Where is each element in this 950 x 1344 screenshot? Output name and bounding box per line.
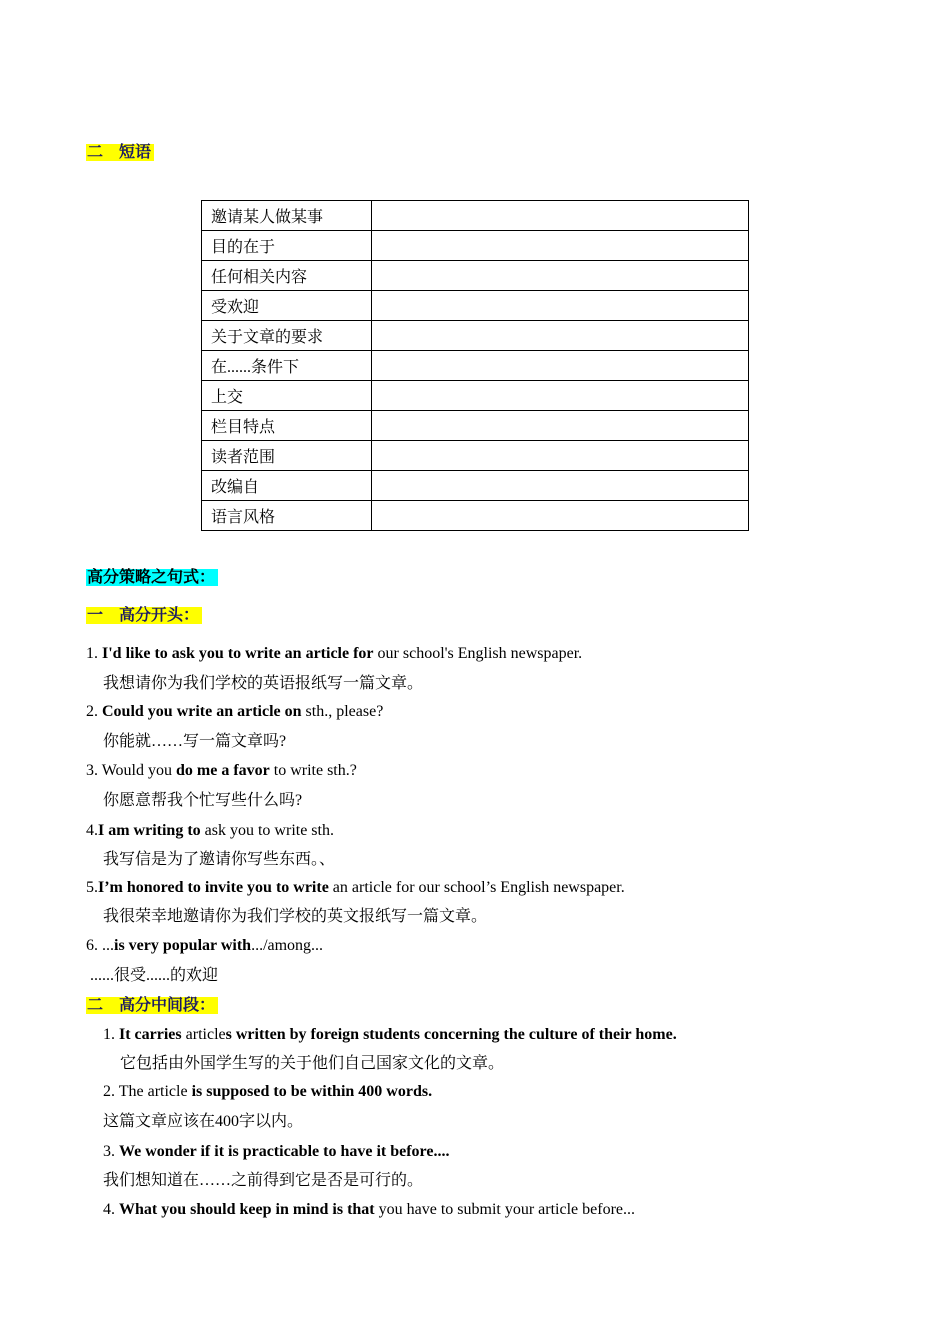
sentence-en	[86, 702, 383, 722]
sentence-en	[86, 878, 625, 898]
middle-title: 二 高分中间段：	[86, 996, 218, 1016]
table-row	[202, 501, 749, 531]
phrase-cell: 受欢迎	[202, 291, 372, 321]
table-row	[202, 351, 749, 381]
sentence-bold1: Could you write an article on	[102, 703, 302, 720]
table-row	[202, 321, 749, 351]
sentence-en	[86, 821, 334, 841]
answer-cell	[371, 501, 748, 531]
answer-cell	[371, 201, 748, 231]
sentence-rest1: Would you	[101, 762, 176, 779]
sentence-rest1: our school's English newspaper.	[373, 645, 583, 662]
answer-cell	[371, 471, 748, 501]
sentence-cn: 我们想知道在……之前得到它是否是可行的。	[103, 1172, 424, 1189]
section-phrases-title: 二 短语	[86, 143, 154, 163]
sentence-bold1: I'd like to ask you to write an article for	[102, 645, 374, 662]
sentence-num: 2.	[86, 703, 102, 720]
phrase-cell: 语言风格	[202, 501, 372, 531]
sentence-cn: ......很受......的欢迎	[90, 967, 219, 984]
strategy-title: 高分策略之句式：	[86, 568, 218, 588]
sentence-rest1: you have to submit your article before...	[374, 1201, 636, 1218]
table-row	[202, 381, 749, 411]
sentence-cn: 这篇文章应该在400字以内。	[103, 1113, 304, 1130]
sentence-num: 2.	[103, 1083, 119, 1100]
table-row	[202, 411, 749, 441]
sentence-cn: 我很荣幸地邀请你为我们学校的英文报纸写一篇文章。	[103, 908, 488, 925]
sentence-en	[86, 644, 582, 664]
phrase-cell: 在......条件下	[202, 351, 372, 381]
phrase-cell: 邀请某人做某事	[202, 201, 372, 231]
phrase-cell: 读者范围	[202, 441, 372, 471]
phrase-cell: 栏目特点	[202, 411, 372, 441]
table-row	[202, 471, 749, 501]
sentence-rest1: ask you to write sth.	[200, 822, 334, 839]
sentence-num: 4.	[86, 822, 98, 839]
sentence-cn: 你愿意帮我个忙写些什么吗?	[103, 792, 303, 809]
sentence-bold1: It carries	[119, 1026, 182, 1043]
sentence-num: 6. ...	[86, 937, 114, 954]
phrase-cell: 目的在于	[202, 231, 372, 261]
answer-cell	[371, 351, 748, 381]
sentence-num: 1.	[103, 1026, 119, 1043]
sentence-num: 1.	[86, 645, 102, 662]
sentence-bold1: is very popular with	[114, 937, 252, 954]
answer-cell	[371, 411, 748, 441]
sentence-rest1: The article	[118, 1083, 192, 1100]
answer-cell	[371, 381, 748, 411]
sentence-rest2: to write sth.?	[269, 762, 357, 779]
sentence-num: 3.	[86, 762, 102, 779]
phrase-cell: 上交	[202, 381, 372, 411]
sentence-cn: 我写信是为了邀请你写些东西。、	[103, 851, 336, 868]
answer-cell	[371, 231, 748, 261]
sentence-bold2: is supposed to be within 400 words.	[191, 1083, 433, 1100]
sentence-rest1: .../among...	[251, 937, 324, 954]
table-row	[202, 231, 749, 261]
sentence-en	[103, 1025, 677, 1045]
answer-cell	[371, 291, 748, 321]
sentence-num: 4.	[103, 1201, 119, 1218]
table-row	[202, 261, 749, 291]
table-row	[202, 291, 749, 321]
opening-title: 一 高分开头：	[86, 606, 202, 626]
sentence-rest1: article	[181, 1026, 226, 1043]
sentence-cn: 它包括由外国学生写的关于他们自己国家文化的文章。	[120, 1055, 505, 1072]
phrase-cell: 关于文章的要求	[202, 321, 372, 351]
sentence-en	[86, 761, 357, 781]
sentence-bold1: I’m honored to invite you to write	[98, 879, 329, 896]
sentence-en	[103, 1142, 449, 1162]
sentence-rest1: an article for our school’s English newspaper.	[328, 879, 625, 896]
phrase-cell: 改编自	[202, 471, 372, 501]
sentence-bold1: What you should keep in mind is that	[119, 1201, 375, 1218]
answer-cell	[371, 261, 748, 291]
sentence-bold2: s written by foreign students concerning the culture of their home.	[225, 1026, 677, 1043]
sentence-en	[86, 936, 323, 956]
table-row	[202, 201, 749, 231]
phrase-cell: 任何相关内容	[202, 261, 372, 291]
sentence-bold2: do me a favor	[175, 762, 270, 779]
answer-cell	[371, 321, 748, 351]
sentence-bold1: I am writing to	[98, 822, 201, 839]
sentence-bold1: We wonder if it is practicable to have it before....	[119, 1143, 450, 1160]
sentence-en	[103, 1200, 635, 1220]
sentence-cn: 你能就……写一篇文章吗?	[103, 733, 287, 750]
sentence-num: 5.	[86, 879, 98, 896]
phrases-table	[201, 200, 749, 531]
sentence-num: 3.	[103, 1143, 119, 1160]
sentence-en	[103, 1082, 432, 1102]
table-row	[202, 441, 749, 471]
answer-cell	[371, 441, 748, 471]
sentence-cn: 我想请你为我们学校的英语报纸写一篇文章。	[103, 675, 424, 692]
sentence-rest1: sth., please?	[301, 703, 384, 720]
